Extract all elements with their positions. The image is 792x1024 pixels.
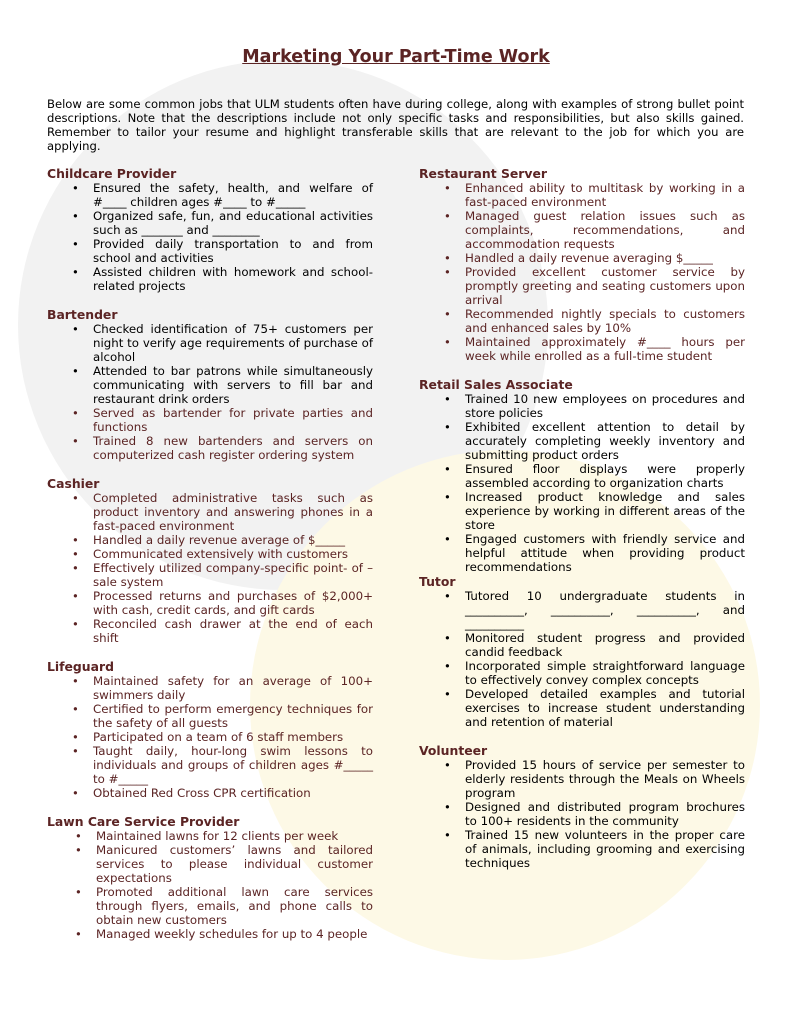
section-heading: Bartender: [47, 307, 118, 322]
list-item: • Participated on a team of 6 staff members: [47, 730, 373, 744]
section-bartender: [47, 307, 373, 462]
list-item: • Trained 10 new employees on procedures and store policies: [419, 392, 745, 420]
list-item: • Handled a daily revenue average of $_____: [47, 533, 373, 547]
list-item: • Manicured customers’ lawns and tailored services to please individual customer expectations: [47, 843, 373, 885]
list-item: • Trained 15 new volunteers in the proper care of animals, including grooming and exercising techniques: [419, 828, 745, 870]
list-item: • Exhibited excellent attention to detail by accurately completing weekly inventory and submitting product orders: [419, 420, 745, 462]
list-item: • Monitored student progress and provided candid feedback: [419, 631, 745, 659]
list-item: • Developed detailed examples and tutorial exercises to increase student understanding and retention of material: [419, 687, 745, 729]
list-item: • Obtained Red Cross CPR certification: [47, 786, 373, 800]
list-item: • Reconciled cash drawer at the end of each shift: [47, 617, 373, 645]
list-item: • Certified to perform emergency techniques for the safety of all guests: [47, 702, 373, 730]
list-item: • Ensured floor displays were properly assembled according to organization charts: [419, 462, 745, 490]
section-restaurant-server: [419, 166, 745, 363]
list-item: • Provided excellent customer service by promptly greeting and seating customers upon arrival: [419, 265, 745, 307]
bullet-list: [47, 829, 373, 941]
list-item: • Completed administrative tasks such as product inventory and answering phones in a fast-paced environment: [47, 491, 373, 533]
list-item: • Handled a daily revenue averaging $_____: [419, 251, 745, 265]
bullet-list: [47, 181, 373, 293]
list-item: • Increased product knowledge and sales experience by working in different areas of the store: [419, 490, 745, 532]
page-title: Marketing Your Part-Time Work: [242, 47, 550, 67]
list-item: • Engaged customers with friendly service and helpful attitude when providing product recommendations: [419, 532, 745, 574]
list-item: • Attended to bar patrons while simultaneously communicating with servers to fill bar and restaurant drink orders: [47, 364, 373, 406]
section-heading: Lawn Care Service Provider: [47, 814, 240, 829]
section-lawn-care: [47, 814, 373, 941]
left-column: [47, 166, 373, 955]
section-heading: Cashier: [47, 476, 100, 491]
section-cashier: [47, 476, 373, 645]
list-item: • Ensured the safety, health, and welfare of #____ children ages #____ to #_____: [47, 181, 373, 209]
list-item: • Taught daily, hour-long swim lessons to individuals and groups of children ages #_____ to #_____: [47, 744, 373, 786]
section-heading: Childcare Provider: [47, 166, 177, 181]
list-item: • Maintained lawns for 12 clients per week: [47, 829, 373, 843]
section-heading: Tutor: [419, 574, 456, 589]
section-tutor: [419, 574, 745, 729]
list-item: • Served as bartender for private parties and functions: [47, 406, 373, 434]
section-lifeguard: [47, 659, 373, 800]
list-item: • Processed returns and purchases of $2,000+ with cash, credit cards, and gift cards: [47, 589, 373, 617]
list-item: • Managed guest relation issues such as complaints, recommendations, and accommodation requests: [419, 209, 745, 251]
list-item: • Organized safe, fun, and educational activities such as _______ and ________: [47, 209, 373, 237]
bullet-list: [47, 322, 373, 462]
list-item: • Incorporated simple straightforward language to effectively convey complex concepts: [419, 659, 745, 687]
list-item: • Trained 8 new bartenders and servers on computerized cash register ordering system: [47, 434, 373, 462]
bullet-list: [419, 758, 745, 870]
list-item: • Assisted children with homework and school-related projects: [47, 265, 373, 293]
section-heading: Lifeguard: [47, 659, 114, 674]
bullet-list: [419, 392, 745, 574]
intro-paragraph: Below are some common jobs that ULM students often have during college, along with examples of strong bullet point descriptions. Note that the descriptions include not only specific tasks and responsibilities, but also skills gained. Remember to tailor your resume and highlight transferable skills that are relevant to the job for which you are applying.: [47, 97, 744, 153]
list-item: • Provided daily transportation to and from school and activities: [47, 237, 373, 265]
list-item: • Maintained safety for an average of 100+ swimmers daily: [47, 674, 373, 702]
section-retail-sales-associate: [419, 377, 745, 574]
list-item: • Enhanced ability to multitask by working in a fast-paced environment: [419, 181, 745, 209]
list-item: • Designed and distributed program brochures to 100+ residents in the community: [419, 800, 745, 828]
section-volunteer: [419, 743, 745, 870]
bullet-list: [419, 589, 745, 729]
list-item: • Communicated extensively with customers: [47, 547, 373, 561]
section-heading: Restaurant Server: [419, 166, 547, 181]
list-item: • Checked identification of 75+ customers per night to verify age requirements of purchase of alcohol: [47, 322, 373, 364]
right-column: [419, 166, 745, 884]
list-item: • Effectively utilized company-specific point- of – sale system: [47, 561, 373, 589]
section-childcare-provider: [47, 166, 373, 293]
bullet-list: [419, 181, 745, 363]
list-item: • Provided 15 hours of service per semester to elderly residents through the Meals on Wheels program: [419, 758, 745, 800]
bullet-list: [47, 674, 373, 800]
list-item: • Tutored 10 undergraduate students in __________, __________, __________, and __________: [419, 589, 745, 631]
section-heading: Volunteer: [419, 743, 488, 758]
list-item: • Recommended nightly specials to customers and enhanced sales by 10%: [419, 307, 745, 335]
list-item: • Maintained approximately #____ hours per week while enrolled as a full-time student: [419, 335, 745, 363]
bullet-list: [47, 491, 373, 645]
section-heading: Retail Sales Associate: [419, 377, 573, 392]
list-item: • Managed weekly schedules for up to 4 people: [47, 927, 373, 941]
list-item: • Promoted additional lawn care services through flyers, emails, and phone calls to obtain new customers: [47, 885, 373, 927]
